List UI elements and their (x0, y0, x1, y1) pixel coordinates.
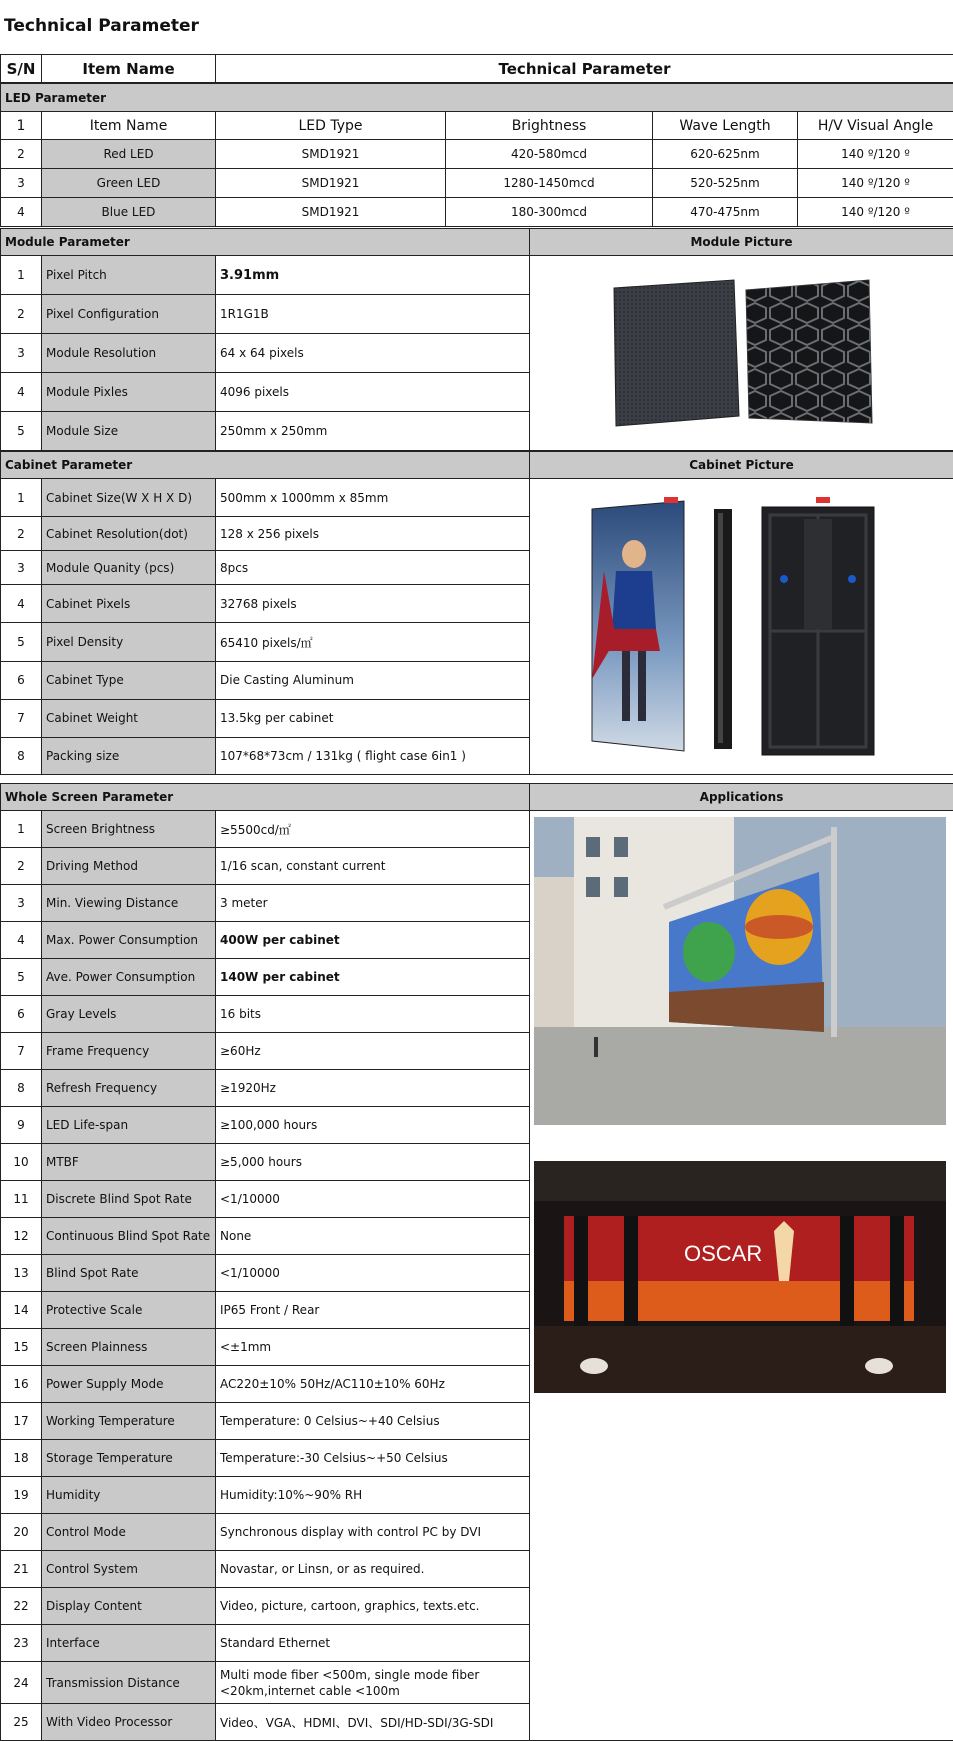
param-value: 128 x 256 pixels (216, 517, 530, 551)
param-name: Cabinet Size(W X H X D) (42, 479, 216, 517)
param-value: Temperature:-30 Celsius~+50 Celsius (216, 1440, 530, 1477)
row-number: 13 (1, 1255, 42, 1292)
param-name: Working Temperature (42, 1403, 216, 1440)
module-picture (530, 256, 953, 451)
row-number: 2 (1, 140, 42, 169)
param-value: 3.91mm (216, 256, 530, 295)
param-name: Frame Frequency (42, 1033, 216, 1070)
row-number: 4 (1, 373, 42, 412)
led-type: SMD1921 (216, 140, 446, 169)
param-name: Pixel Pitch (42, 256, 216, 295)
param-name: Max. Power Consumption (42, 922, 216, 959)
led-name: Blue LED (42, 198, 216, 227)
led-name: Green LED (42, 169, 216, 198)
row-number: 19 (1, 1477, 42, 1514)
param-name: Module Resolution (42, 334, 216, 373)
row-number: 3 (1, 334, 42, 373)
led-table (0, 83, 953, 227)
module-image (534, 258, 953, 448)
row-number: 5 (1, 623, 42, 661)
param-value: 16 bits (216, 996, 530, 1033)
param-value: ≥1920Hz (216, 1070, 530, 1107)
row-number: 15 (1, 1329, 42, 1366)
row-number: 7 (1, 1033, 42, 1070)
param-value: None (216, 1218, 530, 1255)
oscar-text: OSCAR (684, 1241, 762, 1266)
param-name: Module Pixles (42, 373, 216, 412)
application-stage-image (534, 1161, 946, 1393)
param-name: Driving Method (42, 848, 216, 885)
param-value: Synchronous display with control PC by DVI (216, 1514, 530, 1551)
row-number: 25 (1, 1704, 42, 1741)
param-name: With Video Processor (42, 1704, 216, 1741)
led-brightness: 420-580mcd (446, 140, 653, 169)
row-number: 22 (1, 1588, 42, 1625)
applications-title: Applications (530, 784, 953, 811)
param-value: 140W per cabinet (216, 959, 530, 996)
row-number: 7 (1, 699, 42, 737)
row-number: 8 (1, 1070, 42, 1107)
param-name: Control Mode (42, 1514, 216, 1551)
table-row (1, 140, 953, 169)
param-name: Ave. Power Consumption (42, 959, 216, 996)
param-value: 64 x 64 pixels (216, 334, 530, 373)
row-number: 1 (1, 479, 42, 517)
param-value: 4096 pixels (216, 373, 530, 412)
row-number: 4 (1, 585, 42, 623)
row-number: 3 (1, 551, 42, 585)
param-name: Screen Brightness (42, 811, 216, 848)
param-name: Cabinet Pixels (42, 585, 216, 623)
param-name: Control System (42, 1551, 216, 1588)
param-value: <1/10000 (216, 1181, 530, 1218)
param-name: LED Life-span (42, 1107, 216, 1144)
led-angle: 140 º/120 º (798, 140, 953, 169)
row-number: 16 (1, 1366, 42, 1403)
application-outdoor-image (534, 817, 946, 1125)
header-technical-parameter: Technical Parameter (216, 55, 953, 83)
module-section-title: Module Parameter (1, 229, 530, 256)
row-number: 18 (1, 1440, 42, 1477)
param-value: AC220±10% 50Hz/AC110±10% 60Hz (216, 1366, 530, 1403)
param-value: 400W per cabinet (216, 922, 530, 959)
row-number: 5 (1, 959, 42, 996)
param-value: ≥5,000 hours (216, 1144, 530, 1181)
led-brightness: 180-300mcd (446, 198, 653, 227)
table-row (1, 198, 953, 227)
row-number: 2 (1, 295, 42, 334)
led-type: SMD1921 (216, 198, 446, 227)
page-title: Technical Parameter (4, 16, 199, 36)
table-row (1, 479, 953, 517)
screen-section-title: Whole Screen Parameter (1, 784, 530, 811)
led-section-title: LED Parameter (1, 84, 953, 112)
led-col-brightness: Brightness (446, 112, 653, 140)
led-brightness: 1280-1450mcd (446, 169, 653, 198)
table-row (1, 169, 953, 198)
param-value: 1/16 scan, constant current (216, 848, 530, 885)
param-value: 250mm x 250mm (216, 412, 530, 451)
table-row (1, 811, 953, 848)
param-value: ≥60Hz (216, 1033, 530, 1070)
param-name: Blind Spot Rate (42, 1255, 216, 1292)
led-wave: 470-475nm (653, 198, 798, 227)
header-sn: S/N (1, 55, 42, 83)
screen-table (0, 783, 953, 1741)
row-number: 10 (1, 1144, 42, 1181)
param-value: 13.5kg per cabinet (216, 699, 530, 737)
cabinet-picture-title: Cabinet Picture (530, 452, 953, 479)
header-item-name: Item Name (42, 55, 216, 83)
param-name: Interface (42, 1625, 216, 1662)
row-number: 21 (1, 1551, 42, 1588)
cabinet-image (534, 479, 953, 774)
param-name: Transmission Distance (42, 1662, 216, 1704)
cabinet-picture (530, 479, 953, 775)
led-header-number: 1 (1, 112, 42, 140)
row-number: 12 (1, 1218, 42, 1255)
row-number: 11 (1, 1181, 42, 1218)
row-number: 20 (1, 1514, 42, 1551)
led-angle: 140 º/120 º (798, 169, 953, 198)
param-value: <1/10000 (216, 1255, 530, 1292)
param-value: 500mm x 1000mm x 85mm (216, 479, 530, 517)
row-number: 9 (1, 1107, 42, 1144)
param-name: Min. Viewing Distance (42, 885, 216, 922)
led-col-wave: Wave Length (653, 112, 798, 140)
module-picture-title: Module Picture (530, 229, 953, 256)
param-name: Module Quanity (pcs) (42, 551, 216, 585)
param-name: Packing size (42, 737, 216, 774)
param-name: Power Supply Mode (42, 1366, 216, 1403)
param-value: ≥100,000 hours (216, 1107, 530, 1144)
param-value: ≥5500cd/㎡ (216, 811, 530, 848)
row-number: 5 (1, 412, 42, 451)
header-table (0, 54, 953, 83)
row-number: 24 (1, 1662, 42, 1704)
led-type: SMD1921 (216, 169, 446, 198)
param-name: Discrete Blind Spot Rate (42, 1181, 216, 1218)
param-name: Screen Plainness (42, 1329, 216, 1366)
param-name: Pixel Configuration (42, 295, 216, 334)
param-name: Gray Levels (42, 996, 216, 1033)
param-value: Video, picture, cartoon, graphics, texts.etc. (216, 1588, 530, 1625)
row-number: 2 (1, 517, 42, 551)
row-number: 8 (1, 737, 42, 774)
param-value: 107*68*73cm / 131kg ( flight case 6in1 ) (216, 737, 530, 774)
param-value: Novastar, or Linsn, or as required. (216, 1551, 530, 1588)
param-name: Cabinet Weight (42, 699, 216, 737)
param-value: Video、VGA、HDMI、DVI、SDI/HD-SDI/3G-SDI (216, 1704, 530, 1741)
param-name: Refresh Frequency (42, 1070, 216, 1107)
param-value: <±1mm (216, 1329, 530, 1366)
param-value: 65410 pixels/㎡ (216, 623, 530, 661)
cabinet-table (0, 451, 953, 775)
applications-pictures (530, 811, 953, 1741)
led-name: Red LED (42, 140, 216, 169)
param-value: Standard Ethernet (216, 1625, 530, 1662)
param-name: Cabinet Type (42, 661, 216, 699)
row-number: 3 (1, 169, 42, 198)
led-angle: 140 º/120 º (798, 198, 953, 227)
row-number: 4 (1, 198, 42, 227)
led-wave: 520-525nm (653, 169, 798, 198)
row-number: 17 (1, 1403, 42, 1440)
param-name: Protective Scale (42, 1292, 216, 1329)
param-name: Display Content (42, 1588, 216, 1625)
row-number: 4 (1, 922, 42, 959)
param-name: Module Size (42, 412, 216, 451)
row-number: 6 (1, 661, 42, 699)
cabinet-section-title: Cabinet Parameter (1, 452, 530, 479)
led-col-item: Item Name (42, 112, 216, 140)
param-value: 32768 pixels (216, 585, 530, 623)
param-name: Continuous Blind Spot Rate (42, 1218, 216, 1255)
param-value: Temperature: 0 Celsius~+40 Celsius (216, 1403, 530, 1440)
led-col-angle: H/V Visual Angle (798, 112, 953, 140)
row-number: 1 (1, 811, 42, 848)
led-wave: 620-625nm (653, 140, 798, 169)
param-value: 3 meter (216, 885, 530, 922)
param-value: Multi mode fiber <500m, single mode fiber <20km,internet cable <100m (216, 1662, 530, 1704)
param-name: MTBF (42, 1144, 216, 1181)
row-number: 1 (1, 256, 42, 295)
param-name: Storage Temperature (42, 1440, 216, 1477)
param-value: Humidity:10%~90% RH (216, 1477, 530, 1514)
module-table (0, 228, 953, 451)
param-value: 8pcs (216, 551, 530, 585)
param-value: 1R1G1B (216, 295, 530, 334)
row-number: 2 (1, 848, 42, 885)
param-value: IP65 Front / Rear (216, 1292, 530, 1329)
param-value: Die Casting Aluminum (216, 661, 530, 699)
row-number: 6 (1, 996, 42, 1033)
led-col-type: LED Type (216, 112, 446, 140)
param-name: Pixel Density (42, 623, 216, 661)
row-number: 23 (1, 1625, 42, 1662)
param-name: Humidity (42, 1477, 216, 1514)
table-row (1, 256, 953, 295)
row-number: 14 (1, 1292, 42, 1329)
param-name: Cabinet Resolution(dot) (42, 517, 216, 551)
row-number: 3 (1, 885, 42, 922)
